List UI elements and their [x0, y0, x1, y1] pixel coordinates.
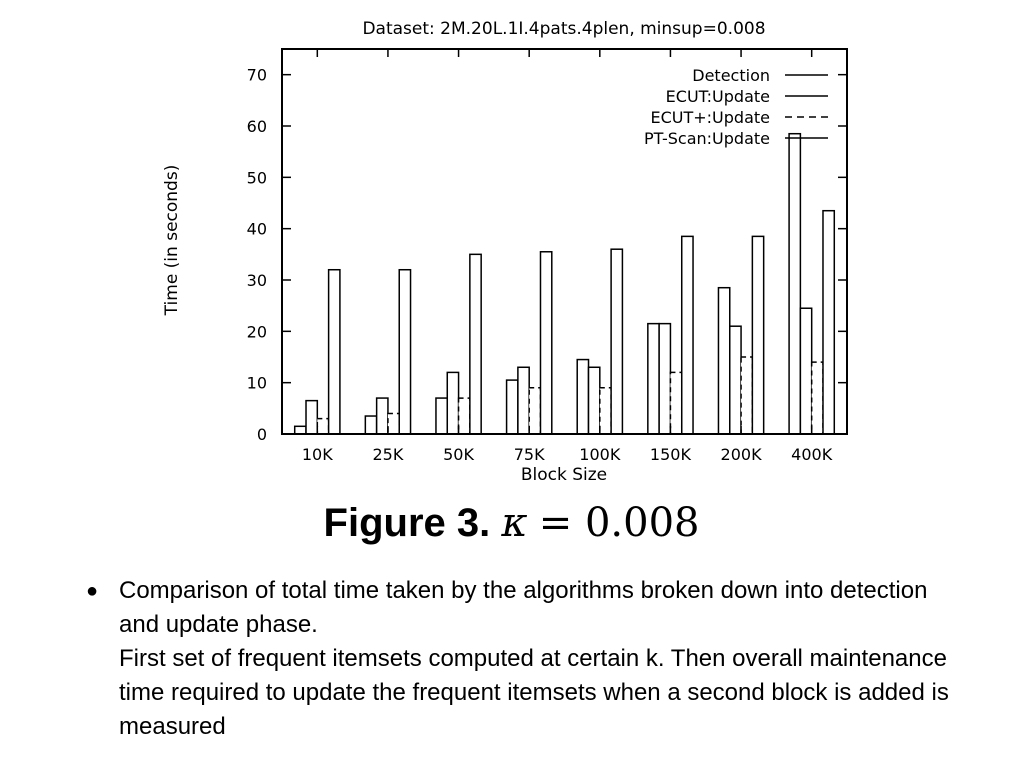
x-tick-label: 400K [791, 445, 833, 464]
bar-detection [718, 288, 729, 434]
bar-ecut-update [388, 413, 399, 434]
bullet-icon: ● [86, 580, 99, 602]
x-tick-label: 150K [649, 445, 691, 464]
figure-caption [0, 500, 1023, 546]
chart-title: Dataset: 2M.20L.1I.4pats.4plen, minsup=0.008 [362, 19, 766, 39]
y-tick-label: 60 [246, 117, 267, 136]
bar-ecut-update [670, 372, 681, 434]
bullet-line-2: First set of frequent itemsets computed at certain k. Then overall maintenance time required to update the frequent itemsets when a second block is added is measured [119, 645, 949, 740]
bar-detection [295, 426, 306, 434]
bar-pt-scan-update [752, 236, 763, 434]
bar-detection [648, 324, 659, 434]
bar-ecut-update [529, 388, 540, 434]
bar-pt-scan-update [329, 270, 340, 434]
legend-label: PT-Scan:Update [644, 129, 770, 148]
kappa-symbol: κ [501, 500, 528, 546]
bar-detection [365, 416, 376, 434]
bar-detection [789, 134, 800, 434]
bar-pt-scan-update [540, 252, 551, 434]
y-tick-label: 30 [246, 271, 267, 290]
bar-ecut-update [730, 326, 741, 434]
kappa-value: = 0.008 [538, 500, 700, 546]
bar-ecut-update [447, 372, 458, 434]
plot-area [295, 134, 835, 434]
bar-ecut-update [800, 308, 811, 434]
y-axis-label: Time (in seconds) [162, 164, 182, 316]
y-tick-label: 10 [246, 373, 267, 393]
y-tick-label: 40 [246, 219, 267, 239]
bar-ecut-update [600, 388, 611, 434]
bar-pt-scan-update [470, 254, 481, 434]
x-tick-label: 200K [720, 445, 762, 464]
y-tick-label: 0 [256, 425, 267, 444]
bar-detection [577, 360, 588, 434]
bar-pt-scan-update [682, 236, 693, 434]
x-tick-label: 25K [372, 445, 404, 464]
x-tick-label: 75K [513, 445, 545, 464]
bar-ecut-update [377, 398, 388, 434]
bar-ecut-update [459, 398, 470, 434]
legend-label: ECUT+:Update [650, 108, 770, 127]
legend-label: ECUT:Update [665, 87, 770, 106]
legend-label: Detection [692, 66, 770, 85]
bar-ecut-update [589, 367, 600, 434]
y-tick-label: 20 [246, 322, 267, 342]
x-axis-label: Block Size [520, 465, 608, 485]
bar-ecut-update [812, 362, 823, 434]
figure-label: Figure 3. [323, 501, 491, 545]
y-tick-label: 50 [246, 168, 267, 188]
y-tick-label: 70 [246, 65, 267, 85]
x-tick-label: 100K [579, 445, 621, 464]
bullet-item [86, 574, 966, 744]
bar-detection [507, 380, 518, 434]
bar-detection [436, 398, 447, 434]
bar-ecut-update [317, 419, 328, 434]
bar-pt-scan-update [399, 270, 410, 434]
bullet-list [86, 574, 966, 744]
bar-pt-scan-update [823, 211, 834, 434]
bar-ecut-update [306, 401, 317, 434]
bar-ecut-update [659, 324, 670, 434]
bar-ecut-update [741, 357, 752, 434]
bullet-line-1: Comparison of total time taken by the algorithms broken down into detection and update phase. [119, 577, 928, 638]
bar-ecut-update [518, 367, 529, 434]
x-tick-label: 10K [301, 445, 333, 464]
x-tick-label: 50K [443, 445, 474, 464]
bar-pt-scan-update [611, 249, 622, 434]
